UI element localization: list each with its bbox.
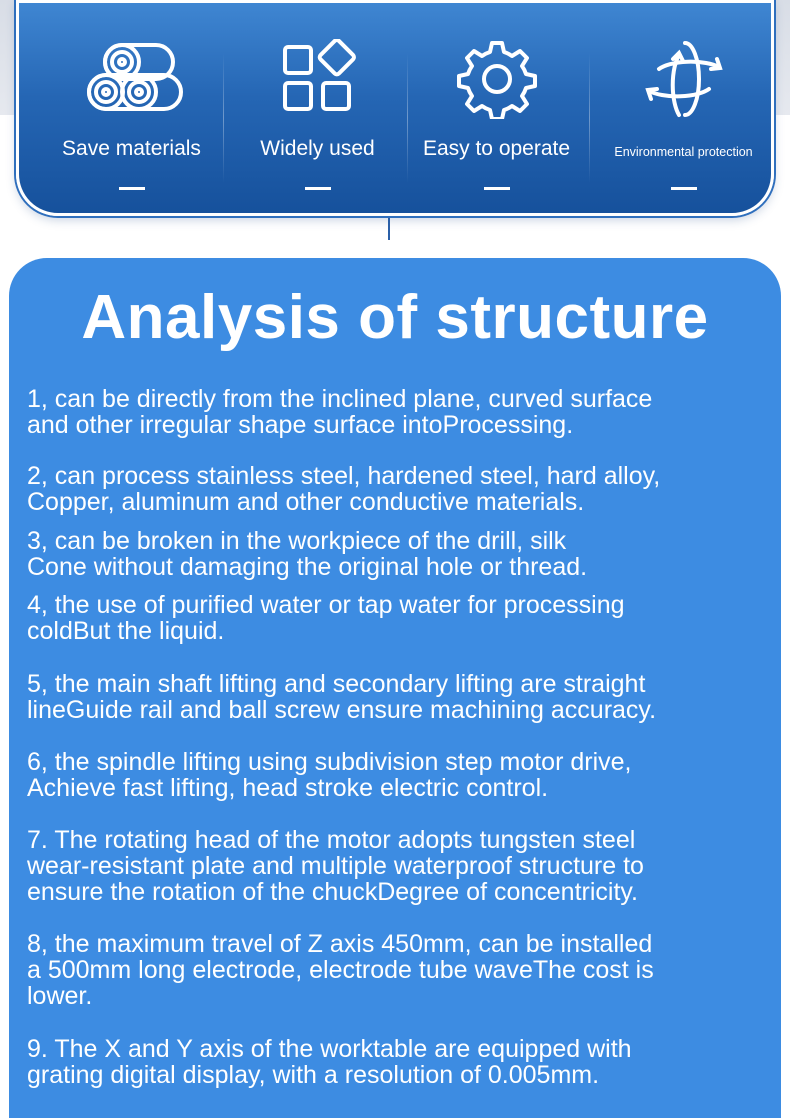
feature-label: Save materials (62, 137, 201, 160)
feature-dash (484, 187, 510, 190)
feature-divider (223, 53, 224, 183)
feature-easy-to-operate (404, 3, 589, 216)
feature-dash (119, 187, 145, 190)
analysis-point: 4, the use of purified water or tap water for processing coldBut the liquid. (27, 591, 625, 645)
analysis-point: 1, can be directly from the inclined plane, curved surface and other irregular shape surface intoProcessing. (27, 385, 653, 439)
analysis-point: 2, can process stainless steel, hardened steel, hard alloy, Copper, aluminum and other conductive materials. (27, 462, 661, 516)
analysis-point: 6, the spindle lifting using subdivision step motor drive, Achieve fast lifting, head stroke electric control. (27, 748, 632, 802)
feature-widely-used (225, 3, 410, 216)
feature-label: Widely used (260, 137, 375, 160)
connector-line (388, 218, 390, 240)
analysis-point: 7. The rotating head of the motor adopts tungsten steel wear-resistant plate and multiple waterproof structure to ensure the rotation of the chuckDegree of concentricity. (27, 826, 644, 906)
analysis-point: 9. The X and Y axis of the worktable are equipped with grating digital display, with a resolution of 0.005mm. (27, 1035, 632, 1089)
analysis-title: Analysis of structure (81, 283, 709, 352)
feature-environmental-protection (591, 3, 774, 216)
logs-icon (77, 39, 187, 119)
feature-dash (671, 187, 697, 190)
gear-icon (442, 39, 552, 119)
feature-card (16, 0, 774, 216)
analysis-point: 3, can be broken in the workpiece of the drill, silk Cone without damaging the original hole or thread. (27, 527, 588, 581)
feature-label: Environmental protection (614, 145, 753, 159)
feature-label: Easy to operate (422, 137, 571, 160)
feature-dash (305, 187, 331, 190)
feature-divider (589, 53, 590, 183)
grid-icon (263, 39, 373, 119)
analysis-point: 8, the maximum travel of Z axis 450mm, can be installed a 500mm long electrode, electrode tube waveThe cost is lower. (27, 930, 654, 1010)
feature-save-materials (39, 3, 224, 216)
analysis-point: 5, the main shaft lifting and secondary lifting are straight lineGuide rail and ball screw ensure machining accuracy. (27, 670, 657, 724)
rotate-arrows-icon (629, 39, 739, 119)
